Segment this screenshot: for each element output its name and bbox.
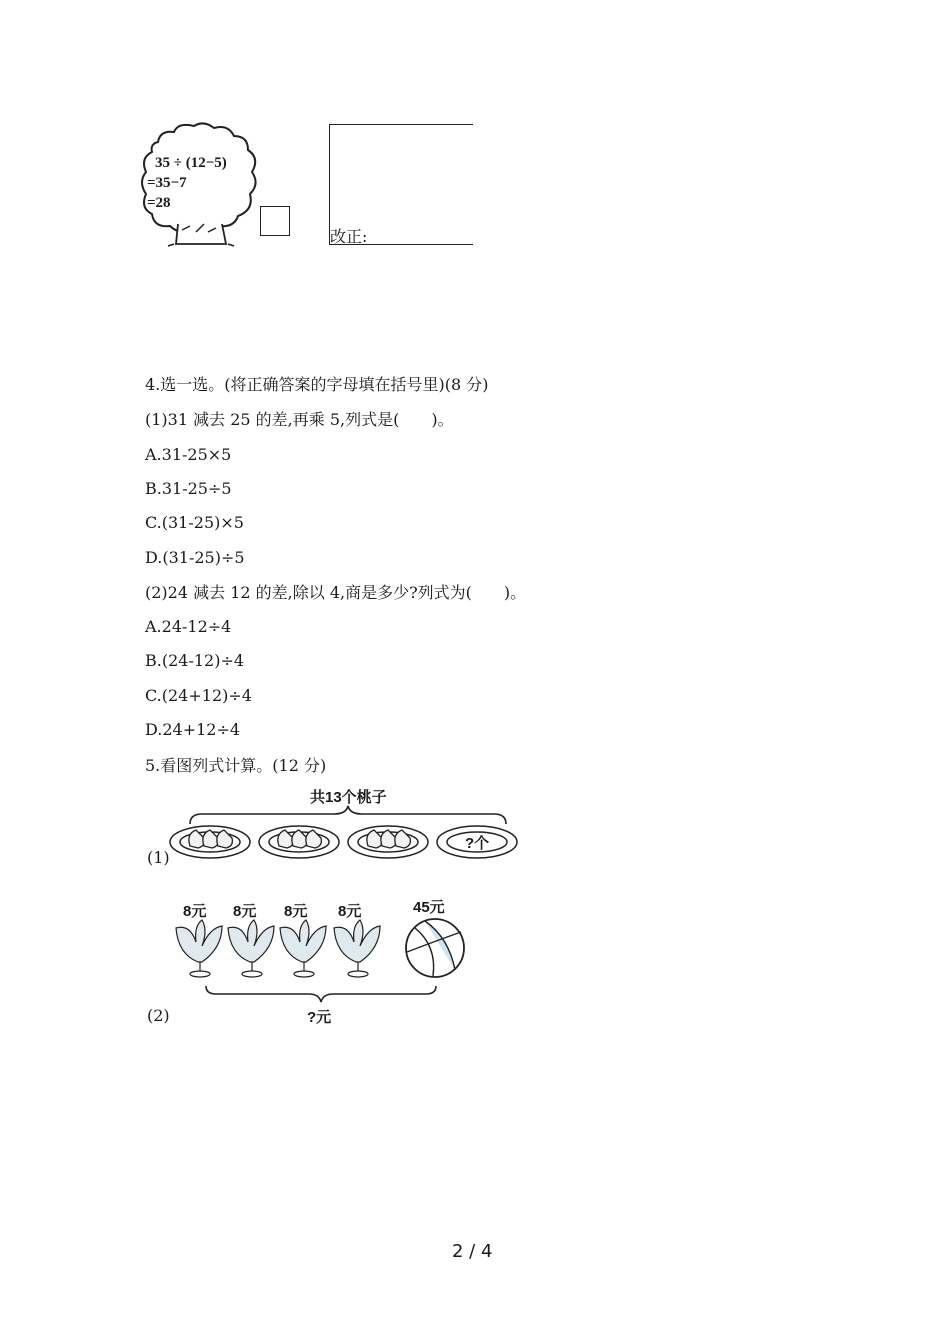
feather-toys	[172, 918, 390, 980]
correction-label: 改正:	[330, 227, 368, 246]
toy-price-2: 8元	[233, 903, 257, 920]
q4-2-option-a: A.24-12÷4	[145, 617, 232, 636]
tree-calc-line-3: =28	[147, 195, 171, 211]
judgement-box[interactable]	[260, 206, 290, 236]
toy-unknown-label: ?元	[307, 1009, 332, 1026]
q4-2-stem: (2)24 减去 12 的差,除以 4,商是多少?列式为( )。	[145, 583, 527, 602]
tree-calc-line-2: =35−7	[147, 175, 187, 191]
q5-1-label: (1)	[147, 848, 170, 867]
q4-1-option-d: D.(31-25)÷5	[145, 548, 245, 567]
q4-1-option-c: C.(31-25)×5	[145, 513, 244, 532]
toy-price-1: 8元	[183, 903, 207, 920]
q4-1-option-a: A.31-25×5	[145, 445, 232, 464]
q4-1-option-b: B.31-25÷5	[145, 479, 232, 498]
peach-total-label: 共13个桃子	[310, 789, 387, 806]
q4-title: 4.选一选。(将正确答案的字母填在括号里)(8 分)	[145, 375, 489, 394]
q5-2-label: (2)	[147, 1006, 170, 1025]
peach-unknown-label: ?个	[465, 835, 490, 852]
ball-price: 45元	[413, 899, 445, 916]
q4-2-option-c: C.(24+12)÷4	[145, 686, 252, 705]
q4-2-option-d: D.24+12÷4	[145, 720, 241, 739]
q5-title: 5.看图列式计算。(12 分)	[145, 756, 327, 775]
q4-2-option-b: B.(24-12)÷4	[145, 651, 245, 670]
tree-calc-line-1: 35 ÷ (12−5)	[155, 155, 227, 171]
q4-1-stem: (1)31 减去 25 的差,再乘 5,列式是( )。	[145, 410, 454, 429]
toy-price-3: 8元	[284, 903, 308, 920]
page-number: 2 / 4	[452, 1241, 493, 1262]
toy-price-4: 8元	[338, 903, 362, 920]
basketball-icon	[403, 916, 467, 980]
toy-brace	[204, 984, 438, 1004]
